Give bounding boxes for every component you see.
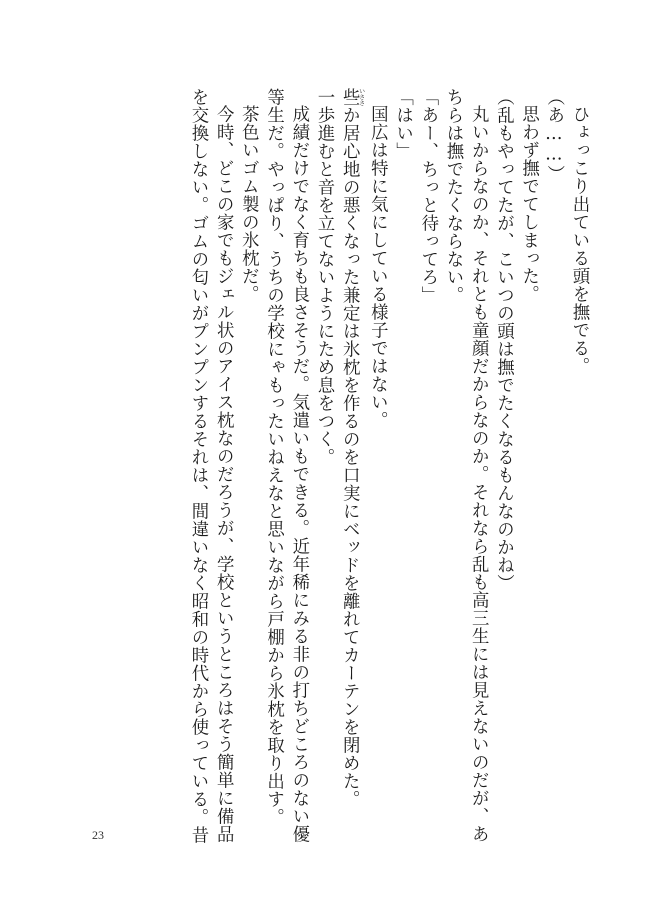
text-line-12: 成績だけでなく育ちも良さそうだ。気遣いもできる。近年稀にみる非の打ちどころのない優 — [288, 105, 309, 844]
ruby-reading: いささ — [357, 88, 365, 106]
ruby-word — [339, 88, 365, 106]
vertical-text-body — [185, 88, 591, 844]
text-line-14: 茶色いゴム製の氷枕だ。 — [238, 105, 259, 304]
text-line-13: 等生だ。やっぱり、うちの学校にゃもったいねえなと思いながら戸棚から氷枕を取り出す。 — [263, 88, 284, 826]
text-line-1: ひょっこり出ている頭を撫でる。 — [569, 105, 589, 376]
text-line-5: 丸いからなのか、それとも童顔だからなのか。それなら乱も高三生には見えないのだが、あ — [468, 105, 489, 844]
text-line-8: 「はい」 — [392, 88, 413, 160]
text-line-16: を交換しない。ゴムの匂いがプンプンするそれは、間違いなく昭和の時代から使っている。昔 — [187, 88, 208, 844]
text-line-2: （あ……） — [543, 88, 564, 184]
text-line-7: 「あー、ちっと待ってろ」 — [417, 88, 438, 304]
page-number: 23 — [92, 828, 104, 842]
text-line-3: 思わず撫でてしまった。 — [518, 105, 539, 304]
text-line-10 — [336, 88, 364, 828]
text-line-10-body: か居心地の悪くなった兼定は氷枕を作るのを口実にベッドを離れてカーテンを閉めた。 — [339, 106, 360, 808]
text-line-4: （乱もやってたが、こいつの頭は撫でたくなるもんなのかね） — [493, 88, 514, 592]
text-line-11: 一歩進むと音を立てないようにため息をつく。 — [313, 88, 334, 466]
text-line-6: ちらは撫でたくならない。 — [442, 88, 463, 304]
text-line-15: 今時、どこの家でもジェル状のアイス枕なのだろうが、学校というところはそう簡単に備品 — [213, 105, 234, 844]
text-line-9: 国広は特に気にしている様子ではない。 — [367, 105, 388, 430]
ruby-base: 些 — [339, 88, 360, 106]
